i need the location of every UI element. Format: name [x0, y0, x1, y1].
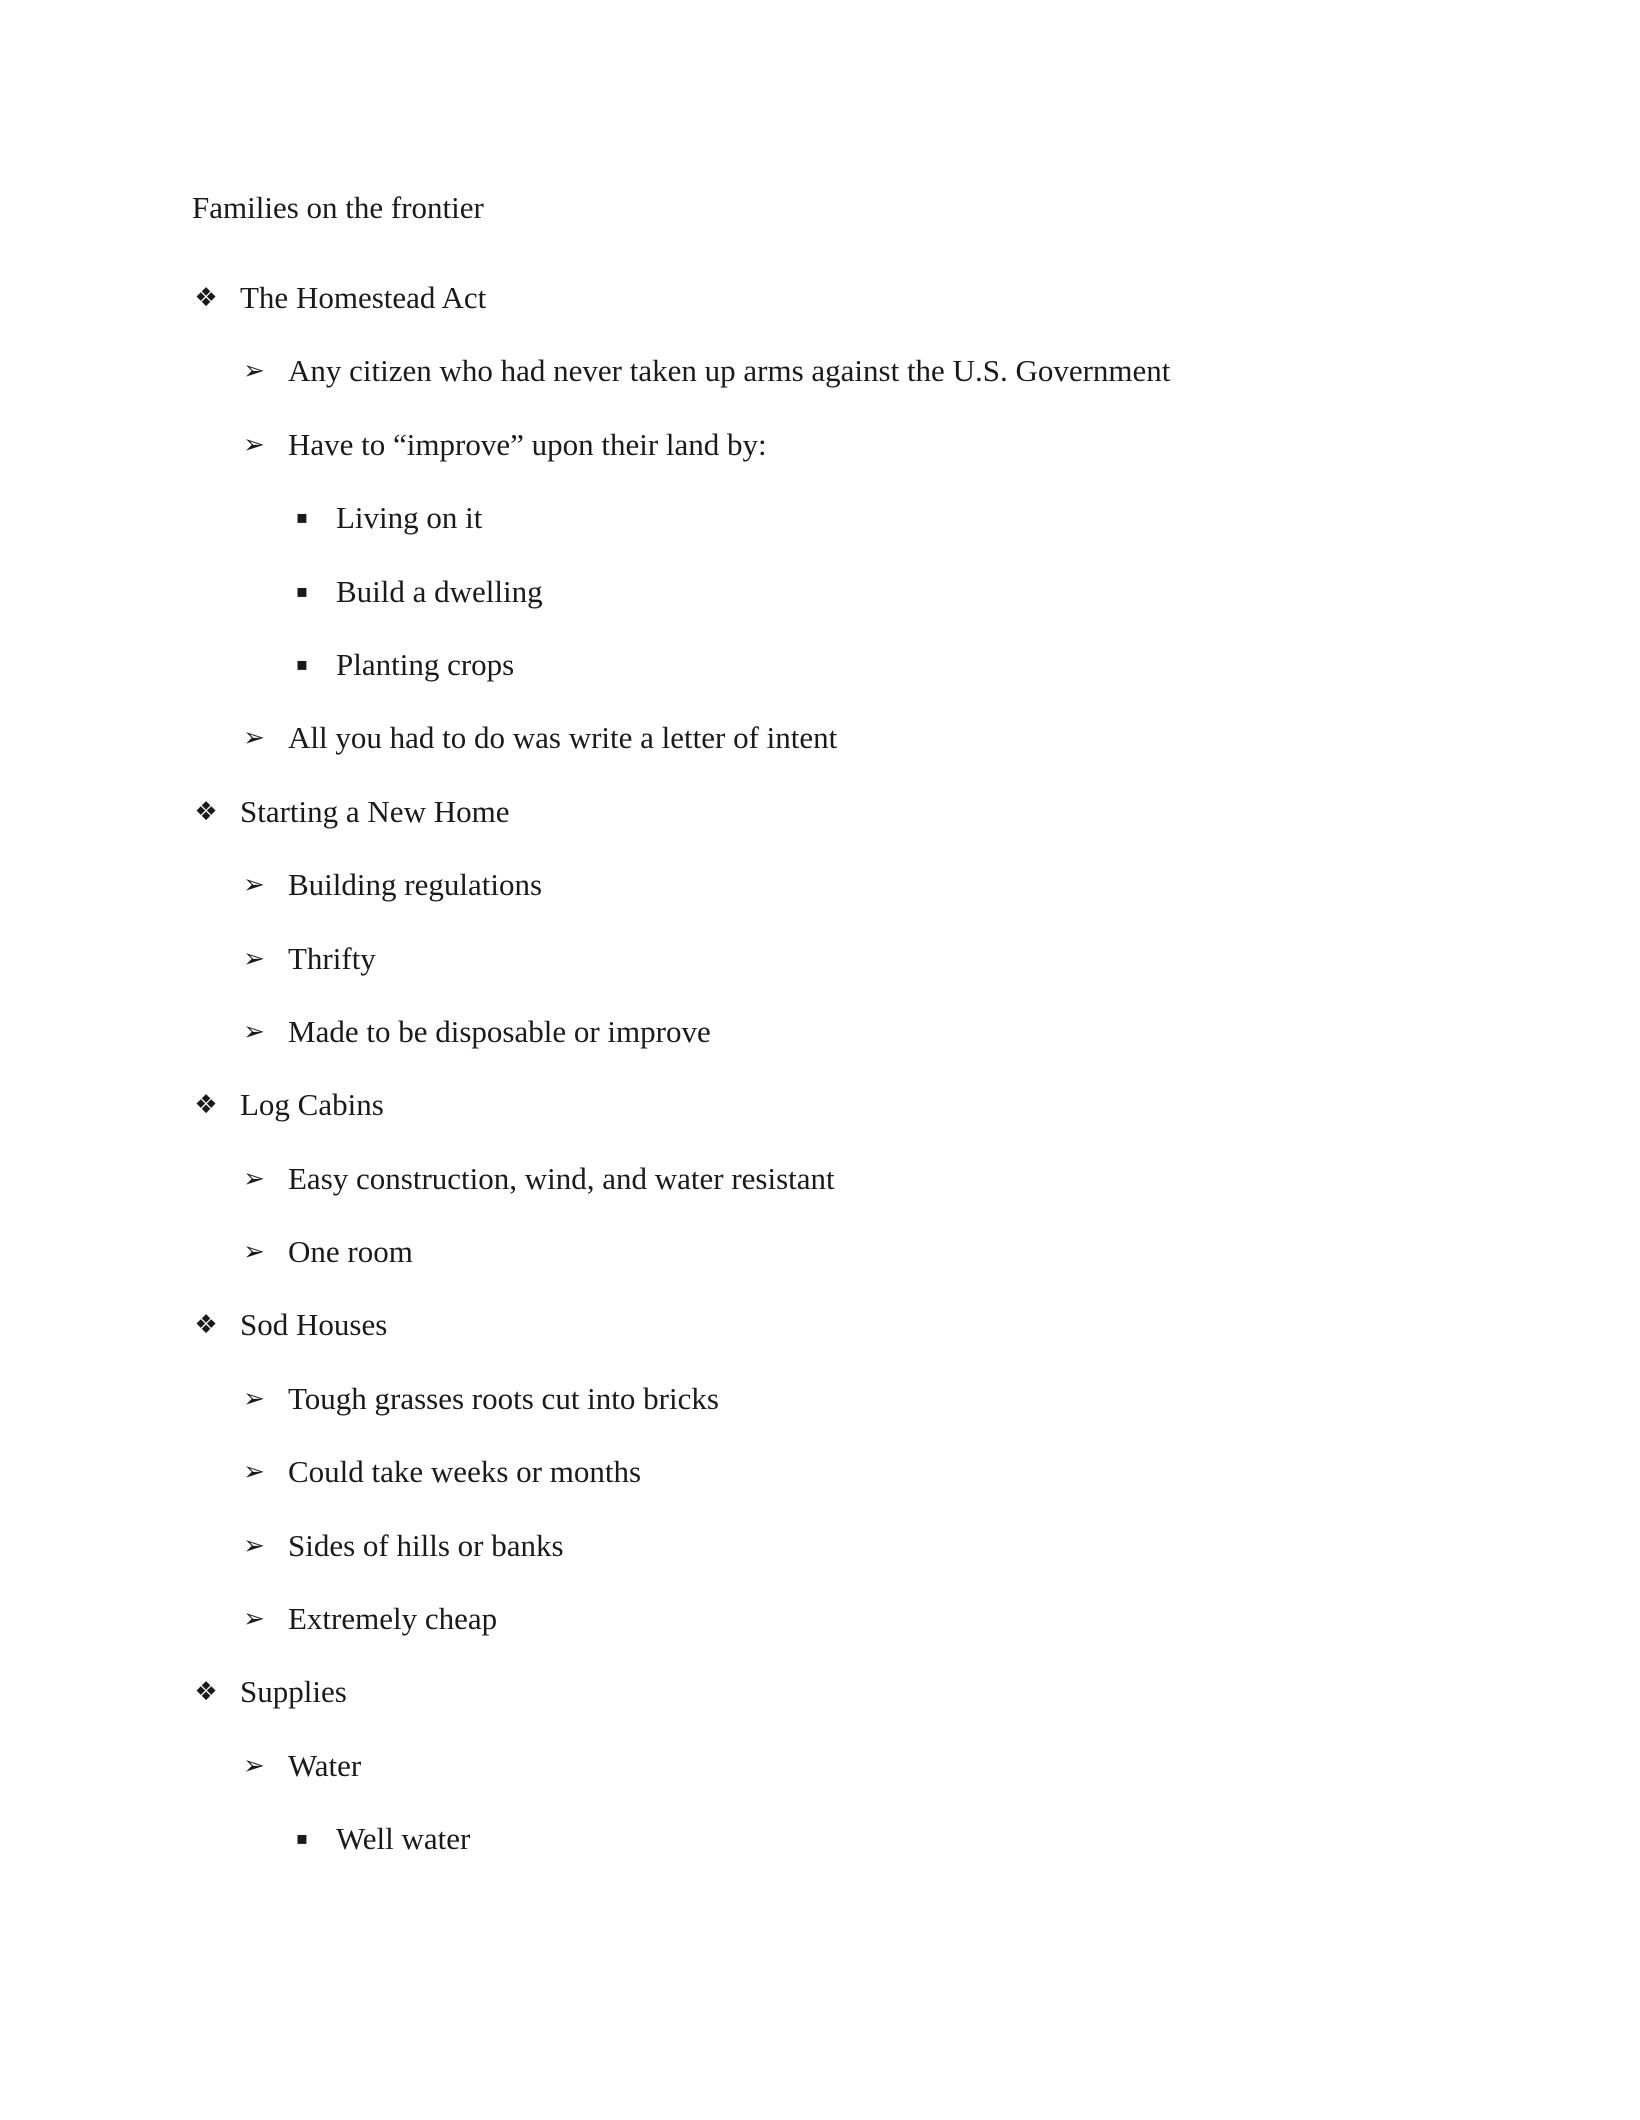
- list-item-text: Planting crops: [336, 646, 515, 682]
- outline-list: [0, 278, 1640, 1893]
- list-item-text: Sod Houses: [240, 1307, 388, 1343]
- list-item: [0, 1159, 1640, 1232]
- arrow-bullet-icon: ➢: [243, 1016, 265, 1047]
- list-item-text: Log Cabins: [240, 1087, 384, 1123]
- arrow-bullet-icon: ➢: [243, 1383, 265, 1414]
- list-item: [0, 1085, 1640, 1158]
- list-item-text: Extremely cheap: [288, 1601, 498, 1637]
- list-item: [0, 718, 1640, 791]
- square-bullet-icon: ▪: [295, 507, 309, 529]
- list-item-text: Have to “improve” upon their land by:: [288, 426, 767, 462]
- list-item: [0, 278, 1640, 351]
- arrow-bullet-icon: ➢: [243, 1750, 265, 1781]
- arrow-bullet-icon: ➢: [243, 1163, 265, 1194]
- document-title: Families on the frontier: [192, 190, 484, 225]
- list-item: [0, 1452, 1640, 1525]
- arrow-bullet-icon: ➢: [243, 943, 265, 974]
- list-item: [0, 1819, 1640, 1892]
- arrow-bullet-icon: ➢: [243, 723, 265, 754]
- list-item-text: The Homestead Act: [240, 280, 487, 315]
- list-item-text: Thrifty: [288, 940, 376, 976]
- list-item-text: Tough grasses roots cut into bricks: [288, 1380, 719, 1416]
- list-item: [0, 792, 1640, 865]
- list-item: [0, 645, 1640, 718]
- arrow-bullet-icon: ➢: [243, 1457, 265, 1488]
- arrow-bullet-icon: ➢: [243, 1530, 265, 1561]
- diamond-bullet-icon: ❖: [194, 1310, 218, 1341]
- list-item-text: All you had to do was write a letter of intent: [288, 720, 838, 756]
- list-item-text: Sides of hills or banks: [288, 1527, 564, 1563]
- list-item: [0, 1305, 1640, 1378]
- list-item-text: Any citizen who had never taken up arms against the U.S. Government: [288, 353, 1171, 389]
- arrow-bullet-icon: ➢: [243, 870, 265, 901]
- list-item-text: Made to be disposable or improve: [288, 1013, 711, 1049]
- list-item: [0, 865, 1640, 938]
- list-item: [0, 1379, 1640, 1452]
- list-item-text: Build a dwelling: [336, 573, 543, 609]
- list-item: [0, 425, 1640, 498]
- list-item-text: Easy construction, wind, and water resistant: [288, 1160, 835, 1196]
- list-item-text: Well water: [336, 1821, 471, 1857]
- list-item: [0, 572, 1640, 645]
- list-item: [0, 1232, 1640, 1305]
- list-item-text: Water: [288, 1747, 362, 1783]
- square-bullet-icon: ▪: [295, 1828, 309, 1850]
- list-item: [0, 1526, 1640, 1599]
- square-bullet-icon: ▪: [295, 580, 309, 602]
- list-item-text: Starting a New Home: [240, 793, 510, 829]
- list-item-text: Supplies: [240, 1674, 347, 1710]
- list-item: [0, 1672, 1640, 1745]
- list-item: [0, 498, 1640, 571]
- arrow-bullet-icon: ➢: [243, 429, 265, 460]
- diamond-bullet-icon: ❖: [194, 283, 218, 313]
- list-item: [0, 1746, 1640, 1819]
- list-item: [0, 1599, 1640, 1672]
- square-bullet-icon: ▪: [295, 653, 309, 675]
- list-item-text: One room: [288, 1234, 413, 1270]
- list-item: [0, 1012, 1640, 1085]
- diamond-bullet-icon: ❖: [194, 1090, 218, 1121]
- diamond-bullet-icon: ❖: [194, 796, 218, 827]
- list-item-text: Living on it: [336, 500, 483, 536]
- arrow-bullet-icon: ➢: [243, 1604, 265, 1635]
- arrow-bullet-icon: ➢: [243, 356, 265, 387]
- arrow-bullet-icon: ➢: [243, 1237, 265, 1268]
- diamond-bullet-icon: ❖: [194, 1677, 218, 1708]
- list-item: [0, 939, 1640, 1012]
- list-item: [0, 351, 1640, 424]
- list-item-text: Building regulations: [288, 867, 543, 903]
- list-item-text: Could take weeks or months: [288, 1454, 642, 1490]
